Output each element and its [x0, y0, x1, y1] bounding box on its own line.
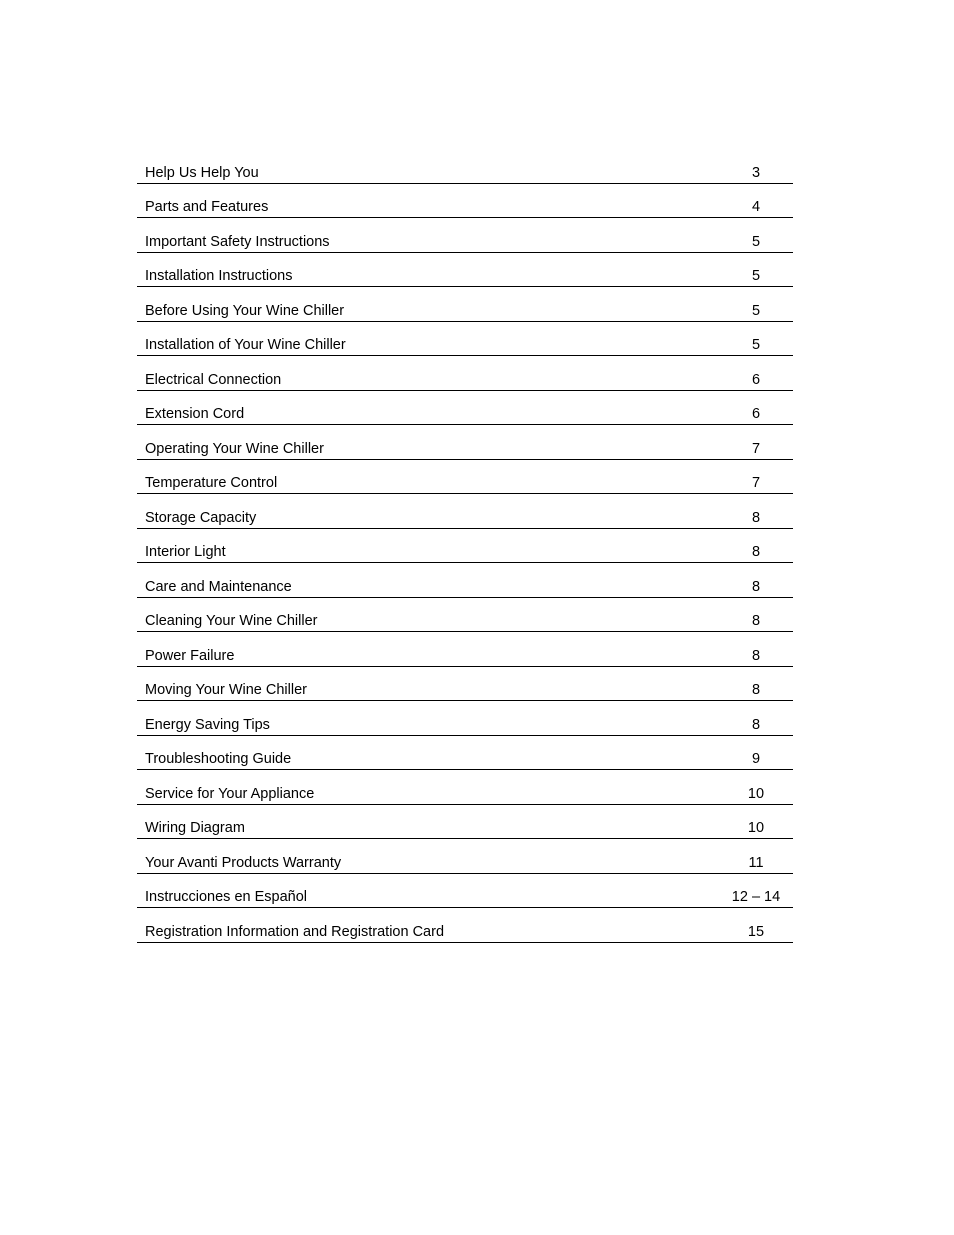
toc-entry-spanish-instructions[interactable]	[137, 874, 793, 909]
toc-entry-extension-cord[interactable]	[137, 391, 793, 426]
toc-entry-title: Cleaning Your Wine Chiller	[145, 613, 318, 629]
toc-entry-moving[interactable]	[137, 667, 793, 702]
toc-entry-title: Instrucciones en Español	[145, 889, 308, 905]
toc-entry-page: 5	[751, 337, 761, 353]
toc-entry-interior-light[interactable]	[137, 529, 793, 564]
toc-entry-page: 8	[751, 647, 761, 664]
toc-entry-page: 7	[751, 475, 761, 491]
toc-entry-title: Moving Your Wine Chiller	[145, 682, 307, 698]
toc-entry-help-us-help-you[interactable]	[137, 149, 793, 184]
toc-entry-page: 5	[751, 268, 761, 284]
toc-entry-wiring-diagram[interactable]	[137, 805, 793, 840]
toc-entry-cleaning[interactable]	[137, 598, 793, 633]
toc-entry-installation-of-chiller[interactable]	[137, 322, 793, 357]
toc-entry-installation-instructions[interactable]	[137, 253, 793, 288]
toc-entry-page: 8	[751, 509, 761, 526]
toc-entry-troubleshooting[interactable]	[137, 736, 793, 771]
toc-entry-page: 9	[751, 751, 761, 767]
toc-entry-page: 8	[751, 544, 761, 560]
toc-entry-page: 7	[751, 440, 761, 457]
toc-entry-page: 6	[751, 406, 761, 422]
toc-entry-title: Important Safety Instructions	[145, 233, 330, 250]
toc-entry-page: 6	[751, 371, 761, 388]
toc-entry-page: 5	[751, 302, 761, 319]
toc-entry-title: Operating Your Wine Chiller	[145, 440, 324, 457]
toc-entry-title: Energy Saving Tips	[145, 716, 270, 733]
toc-entry-page: 4	[751, 199, 761, 215]
toc-entry-title: Wiring Diagram	[145, 820, 245, 836]
toc-entry-service[interactable]	[137, 770, 793, 805]
toc-entry-electrical-connection[interactable]	[137, 356, 793, 391]
toc-entry-page: 8	[751, 578, 761, 595]
toc-entry-page: 11	[748, 854, 764, 871]
toc-entry-operating[interactable]	[137, 425, 793, 460]
toc-entry-title: Installation of Your Wine Chiller	[145, 337, 346, 353]
toc-entry-page: 10	[747, 785, 765, 802]
toc-entry-title: Service for Your Appliance	[145, 785, 315, 802]
toc-entry-energy-saving-tips[interactable]	[137, 701, 793, 736]
toc-entry-page: 10	[747, 820, 765, 836]
toc-entry-title: Help Us Help You	[145, 164, 259, 181]
toc-entry-title: Parts and Features	[145, 199, 269, 215]
toc-entry-page: 8	[751, 716, 761, 733]
toc-entry-power-failure[interactable]	[137, 632, 793, 667]
toc-entry-page: 5	[751, 233, 761, 250]
toc-entry-registration[interactable]	[137, 908, 793, 943]
toc-entry-page: 8	[751, 682, 761, 698]
toc-entry-important-safety-instructions[interactable]	[137, 218, 793, 253]
toc-entry-warranty[interactable]	[137, 839, 793, 874]
toc-entry-page: 12 – 14	[731, 889, 781, 905]
toc-entry-care-and-maintenance[interactable]	[137, 563, 793, 598]
toc-entry-page: 8	[751, 613, 761, 629]
toc-entry-title: Registration Information and Registration Card	[145, 923, 445, 940]
toc-entry-title: Temperature Control	[145, 475, 278, 491]
toc-entry-title: Care and Maintenance	[145, 578, 292, 595]
toc-entry-temperature-control[interactable]	[137, 460, 793, 495]
toc-entry-title: Troubleshooting Guide	[145, 751, 292, 767]
toc-entry-title: Electrical Connection	[145, 371, 282, 388]
toc-entry-title: Before Using Your Wine Chiller	[145, 302, 345, 319]
toc-entry-title: Installation Instructions	[145, 268, 293, 284]
toc-entry-title: Power Failure	[145, 647, 235, 664]
toc-entry-title: Storage Capacity	[145, 509, 257, 526]
toc-entry-title: Extension Cord	[145, 406, 245, 422]
toc-entry-before-using[interactable]	[137, 287, 793, 322]
toc-entry-title: Your Avanti Products Warranty	[145, 854, 342, 871]
toc-entry-page: 15	[747, 923, 765, 940]
toc-entry-storage-capacity[interactable]	[137, 494, 793, 529]
table-of-contents	[137, 149, 793, 943]
toc-entry-title: Interior Light	[145, 544, 226, 560]
toc-entry-parts-and-features[interactable]	[137, 184, 793, 219]
toc-entry-page: 3	[751, 164, 761, 181]
